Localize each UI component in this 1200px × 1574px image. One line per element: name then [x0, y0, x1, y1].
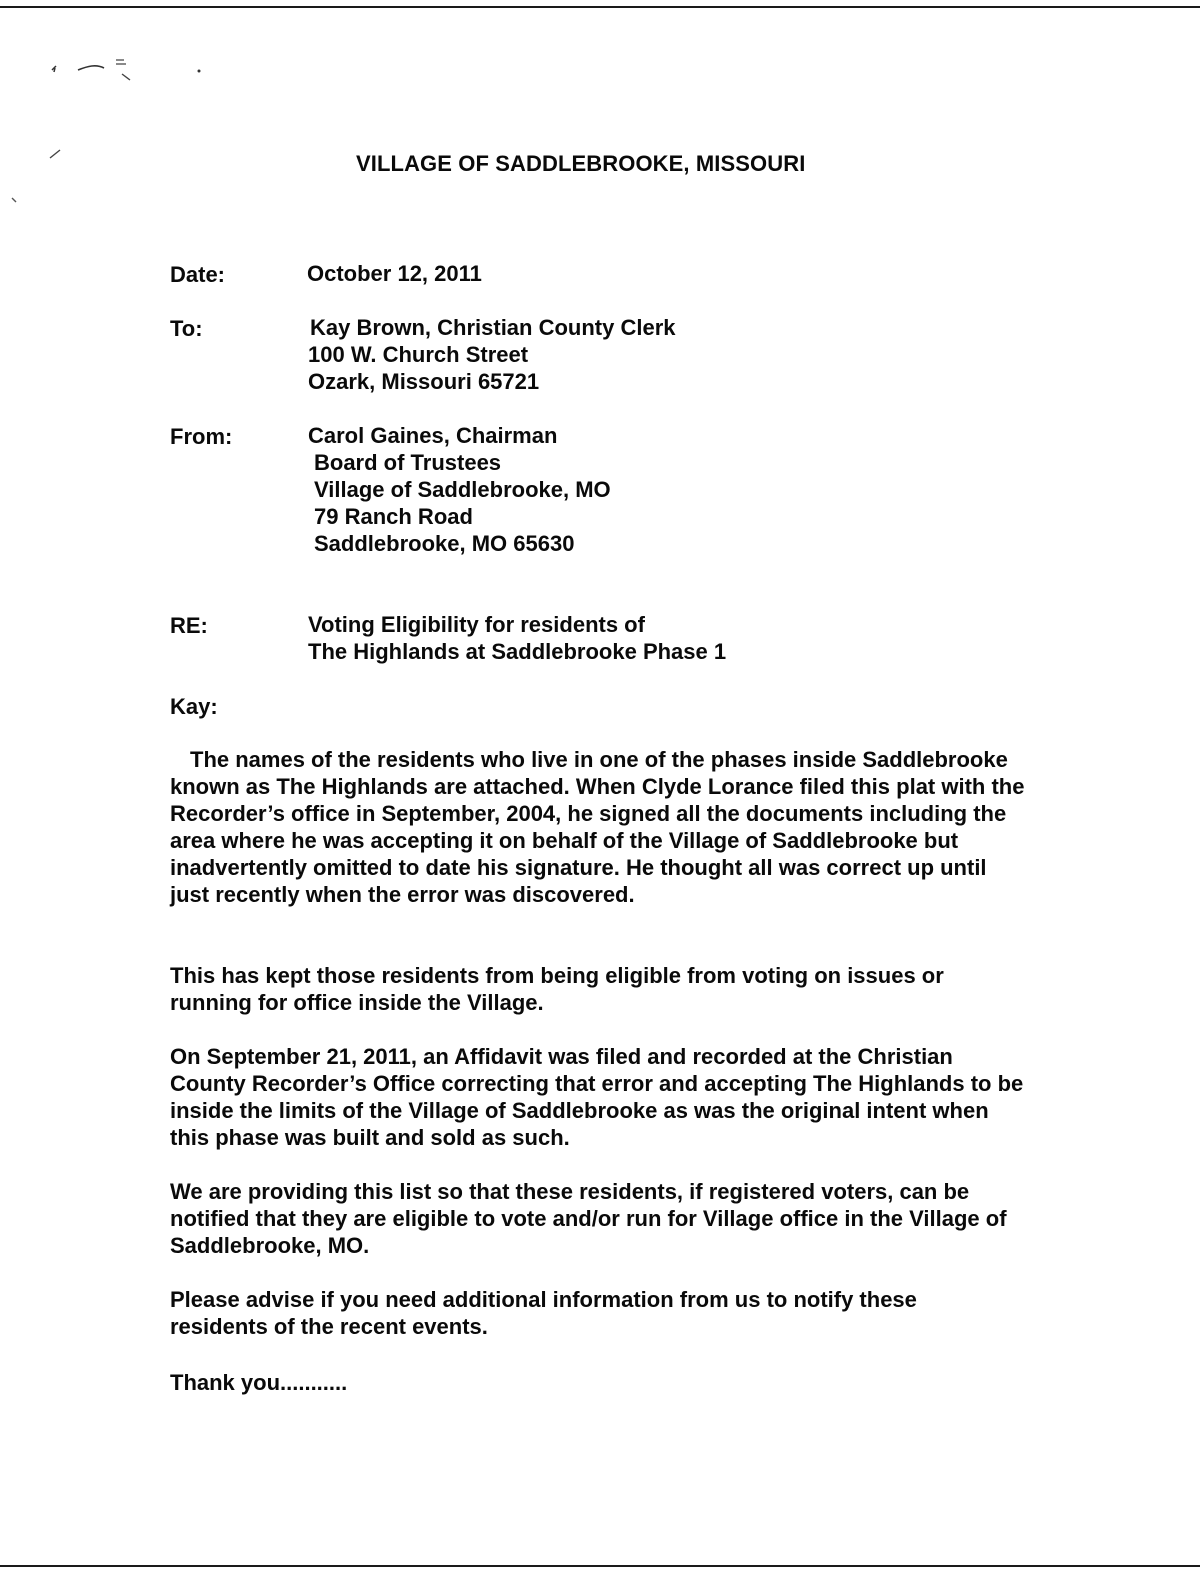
re-line: The Highlands at Saddlebrooke Phase 1 — [308, 639, 727, 664]
paragraph-text: This has kept those residents from being eligible from voting on issues or running for office inside the Village. — [170, 963, 944, 1015]
paragraph-text: We are providing this list so that these residents, if registered voters, can be notified that they are eligible to vote and/or run for Village office in the Village of Saddlebrooke, MO. — [170, 1179, 1007, 1258]
scan-specks — [0, 0, 240, 220]
body-paragraph — [170, 1286, 990, 1340]
closing: Thank you........... — [170, 1370, 348, 1395]
paragraph-text: Please advise if you need additional information from us to notify these residents of the recent events. — [170, 1287, 917, 1339]
body-paragraph — [170, 746, 1026, 908]
to-label: To: — [170, 316, 203, 341]
re-label: RE: — [170, 613, 208, 638]
body-paragraph — [170, 1178, 1010, 1259]
salutation: Kay: — [170, 694, 218, 719]
from-line: Village of Saddlebrooke, MO — [314, 477, 611, 502]
document-title: VILLAGE OF SADDLEBROOKE, MISSOURI — [356, 151, 806, 176]
to-line: Kay Brown, Christian County Clerk — [310, 315, 676, 340]
from-line: Saddlebrooke, MO 65630 — [314, 531, 575, 556]
from-line: Board of Trustees — [314, 450, 502, 475]
paragraph-text: The names of the residents who live in one of the phases inside Saddlebrooke known as The Highlands are attached. When Clyde Lorance filed this plat with the Recorder’s office in September, 2004, he signed all the documents including the area where he was accepting it on behalf of the Village of Saddlebrooke but inadvertently omitted to date his signature. He thought all was correct up until just recently when the error was discovered. — [170, 747, 1025, 907]
scan-bottom-border — [0, 1565, 1200, 1567]
to-line: Ozark, Missouri 65721 — [308, 369, 540, 394]
date-label: Date: — [170, 262, 226, 287]
body-paragraph — [170, 962, 1020, 1016]
from-line: 79 Ranch Road — [314, 504, 473, 529]
from-label: From: — [170, 424, 233, 449]
to-line: 100 W. Church Street — [308, 342, 529, 367]
body-paragraph — [170, 1043, 1026, 1151]
paragraph-text: On September 21, 2011, an Affidavit was filed and recorded at the Christian County Recorder’s Office correcting that error and accepting The Highlands to be inside the limits of the Village of Saddlebrooke as was the original intent when this phase was built and sold as such. — [170, 1044, 1024, 1150]
from-line: Carol Gaines, Chairman — [308, 423, 558, 448]
re-line: Voting Eligibility for residents of — [308, 612, 645, 637]
date-value: October 12, 2011 — [307, 261, 482, 286]
